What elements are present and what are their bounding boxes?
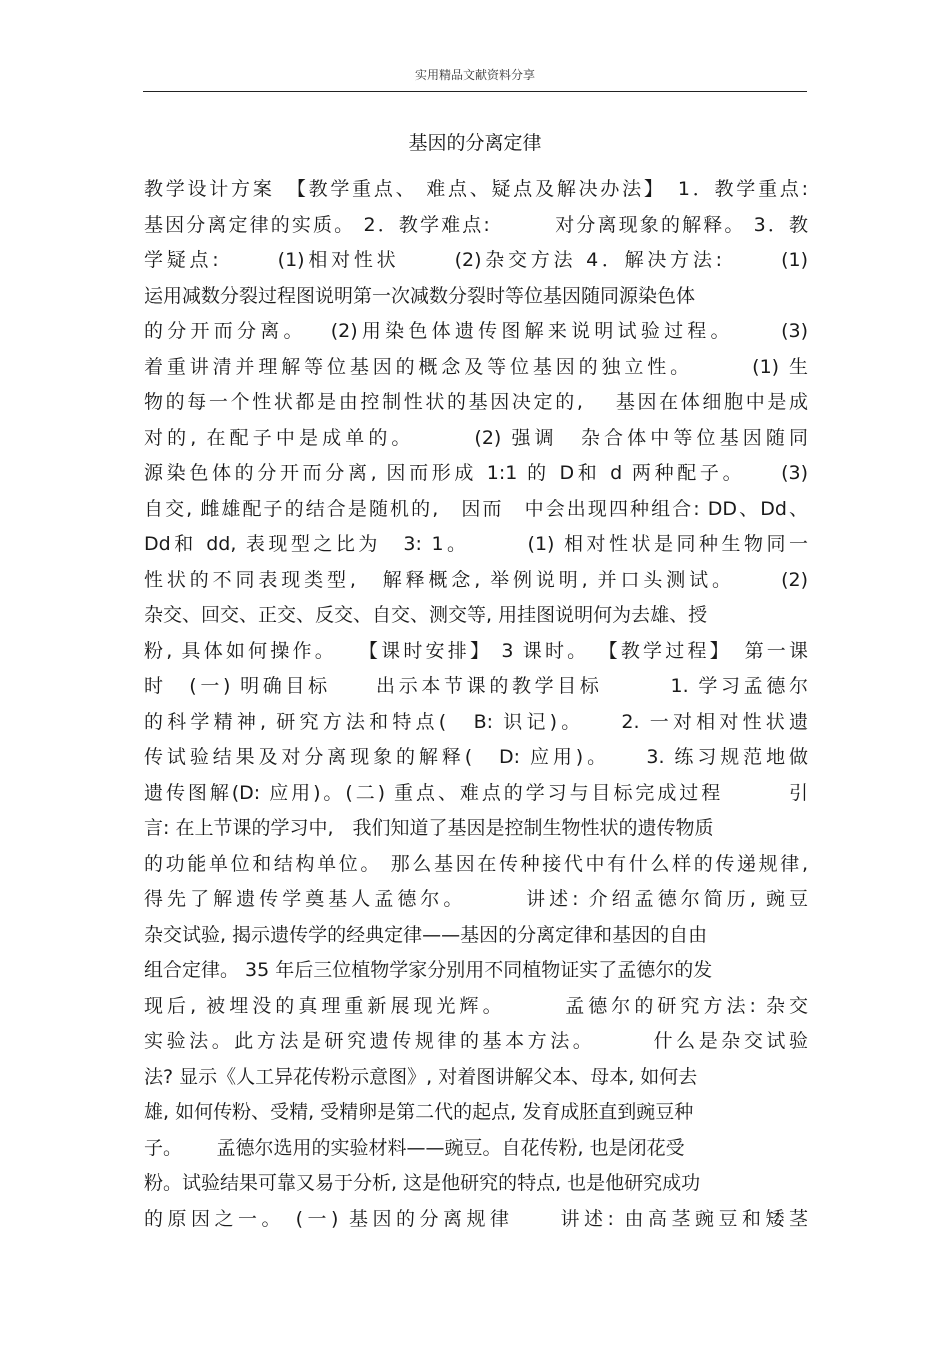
body-line: Dd和 dd, 表现型之比为 3: 1。 (1) 相对性状是同种生物同一 <box>144 533 808 555</box>
body-line: 子。 孟德尔选用的实验材料——豌豆。自花传粉, 也是闭花受 <box>144 1136 685 1159</box>
body-line: 的分开而分离。 (2)用染色体遗传图解来说明试验过程。 (3) <box>144 320 808 342</box>
body-line: 基因分离定律的实质。 2．教学难点: 对分离现象的解释。 3．教 <box>144 213 808 236</box>
body-line: 杂交试验, 揭示遗传学的经典定律——基因的分离定律和基因的自由 <box>144 923 708 946</box>
body-line: 粉, 具体如何操作。 【课时安排】 3 课时。 【教学过程】 第一课 <box>144 639 808 662</box>
body-line: 源染色体的分开而分离, 因而形成 1:1 的 D和 d 两种配子。 (3) <box>144 462 808 484</box>
body-line: 遗传图解(D: 应用)。(二) 重点、难点的学习与目标完成过程 引 <box>144 781 808 804</box>
body-line: 物的每一个性状都是由控制性状的基因决定的, 基因在体细胞中是成 <box>144 391 808 413</box>
document-body <box>144 172 808 1237</box>
body-line: 传试验结果及对分离现象的解释( D: 应用)。 3. 练习规范地做 <box>144 746 808 768</box>
document-title: 基因的分离定律 <box>408 132 542 154</box>
body-line: 运用减数分裂过程图说明第一次减数分裂时等位基因随同源染色体 <box>144 284 696 307</box>
body-line: 现后, 被埋没的真理重新展现光辉。 孟德尔的研究方法: 杂交 <box>144 994 808 1017</box>
body-line: 教学设计方案 【教学重点、 难点、疑点及解决办法】 1．教学重点: <box>144 178 808 200</box>
body-line: 杂交、回交、正交、反交、自交、测交等, 用挂图说明何为去雄、授 <box>144 604 708 626</box>
body-line: 得先了解遗传学奠基人孟德尔。 讲述: 介绍孟德尔简历, 豌豆 <box>144 888 808 910</box>
header-divider <box>143 91 807 92</box>
body-line: 的科学精神, 研究方法和特点( B: 识记)。 2. 一对相对性状遗 <box>144 710 808 733</box>
body-line: 自交, 雌雄配子的结合是随机的, 因而 中会出现四种组合: DD、Dd、 <box>144 497 808 520</box>
body-line: 粉。试验结果可靠又易于分析, 这是他研究的特点, 也是他研究成功 <box>144 1172 701 1194</box>
body-line: 的功能单位和结构单位。 那么基因在传种接代中有什么样的传递规律, <box>144 852 808 875</box>
body-line: 对的, 在配子中是成单的。 (2) 强调 杂合体中等位基因随同 <box>144 426 808 449</box>
body-line: 实验法。此方法是研究遗传规律的基本方法。 什么是杂交试验 <box>144 1030 808 1052</box>
body-line: 的原因之一。 (一) 基因的分离规律 讲述: 由高茎豌豆和矮茎 <box>144 1207 808 1230</box>
body-line: 学疑点: (1)相对性状 (2)杂交方法 4．解决方法: (1) <box>144 249 808 271</box>
body-line: 言: 在上节课的学习中, 我们知道了基因是控制生物性状的遗传物质 <box>144 817 714 839</box>
body-line: 性状的不同表现类型, 解释概念, 举例说明, 并口头测试。 (2) <box>144 568 808 591</box>
body-line: 法? 显示《人工异花传粉示意图》, 对着图讲解父本、母本, 如何去 <box>144 1065 698 1088</box>
body-line: 时 (一) 明确目标 出示本节课的教学目标 1. 学习孟德尔 <box>144 675 808 697</box>
page-header-text: 实用精品文献资料分享 <box>414 68 535 82</box>
body-line: 组合定律。 35 年后三位植物学家分别用不同植物证实了孟德尔的发 <box>144 959 713 981</box>
body-line: 雄, 如何传粉、受精, 受精卵是第二代的起点, 发育成胚直到豌豆种 <box>144 1101 694 1123</box>
body-line: 着重讲清并理解等位基因的概念及等位基因的独立性。 (1) 生 <box>144 355 808 378</box>
